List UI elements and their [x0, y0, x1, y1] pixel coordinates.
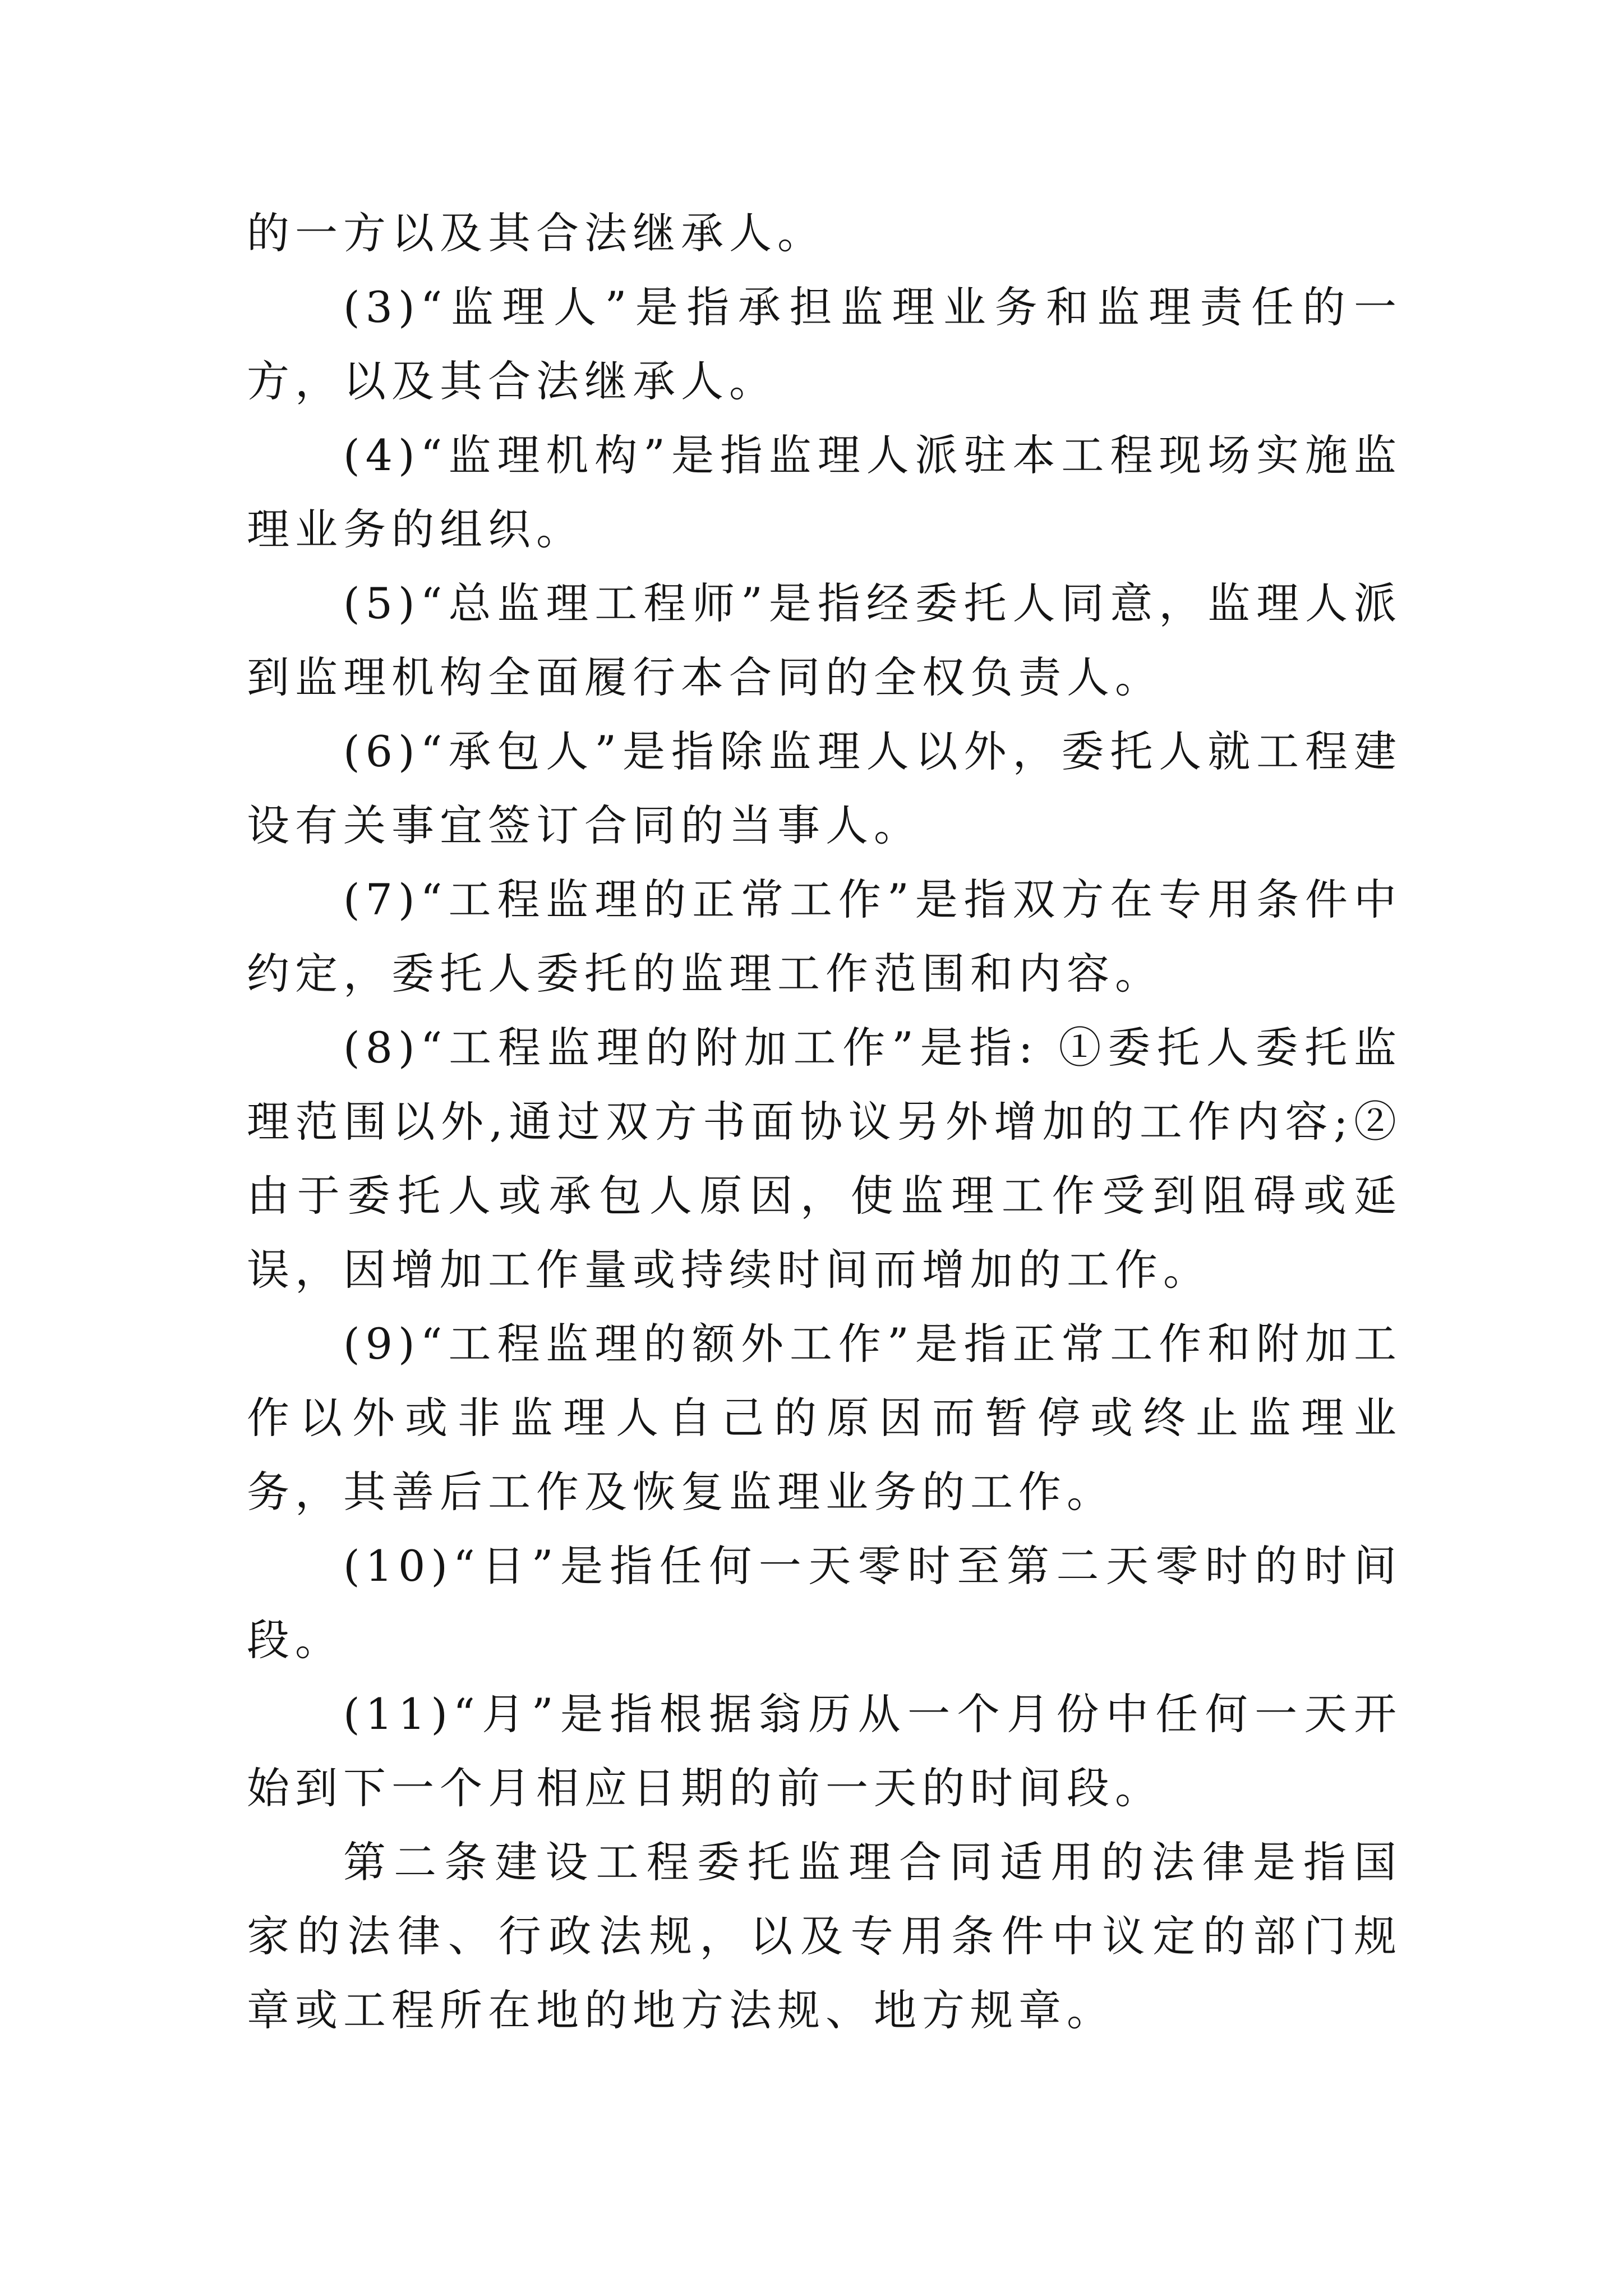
paragraph-5: (6)“承包人”是指除监理人以外，委托人就工程建设有关事宜签订合同的当事人。	[247, 726, 1402, 850]
paragraph-6: (7)“工程监理的正常工作”是指双方在专用条件中约定，委托人委托的监理工作范围和内容。	[247, 875, 1402, 999]
paragraph-1: 的一方以及其合法继承人。	[247, 208, 826, 258]
document-body	[247, 196, 1402, 2047]
paragraph-10: (11)“月”是指根据翁历从一个月份中任何一天开始到下一个月相应日期的前一天的时间段。	[247, 1689, 1402, 1813]
paragraph-8: (9)“工程监理的额外工作”是指正常工作和附加工作以外或非监理人自己的原因而暂停或终止监理业务，其善后工作及恢复监理业务的工作。	[247, 1319, 1402, 1517]
paragraph-3: (4)“监理机构”是指监理人派驻本工程现场实施监理业务的组织。	[247, 430, 1402, 554]
paragraph-4: (5)“总监理工程师”是指经委托人同意，监理人派到监理机构全面履行本合同的全权负责人。	[247, 578, 1402, 702]
paragraph-9: (10)“日”是指任何一天零时至第二天零时的时间段。	[247, 1541, 1402, 1665]
paragraph-2: (3)“监理人”是指承担监理业务和监理责任的一方，以及其合法继承人。	[247, 282, 1402, 406]
paragraph-11: 第二条建设工程委托监理合同适用的法律是指国家的法律、行政法规，以及专用条件中议定的部门规章或工程所在地的地方法规、地方规章。	[247, 1837, 1402, 2035]
paragraph-7: (8)“工程监理的附加工作”是指: ①委托人委托监理范围以外,通过双方书面协议另外增加的工作内容;②由于委托人或承包人原因，使监理工作受到阻碍或延误，因增加工作量或持续时间而增加的工作。	[247, 1023, 1402, 1295]
